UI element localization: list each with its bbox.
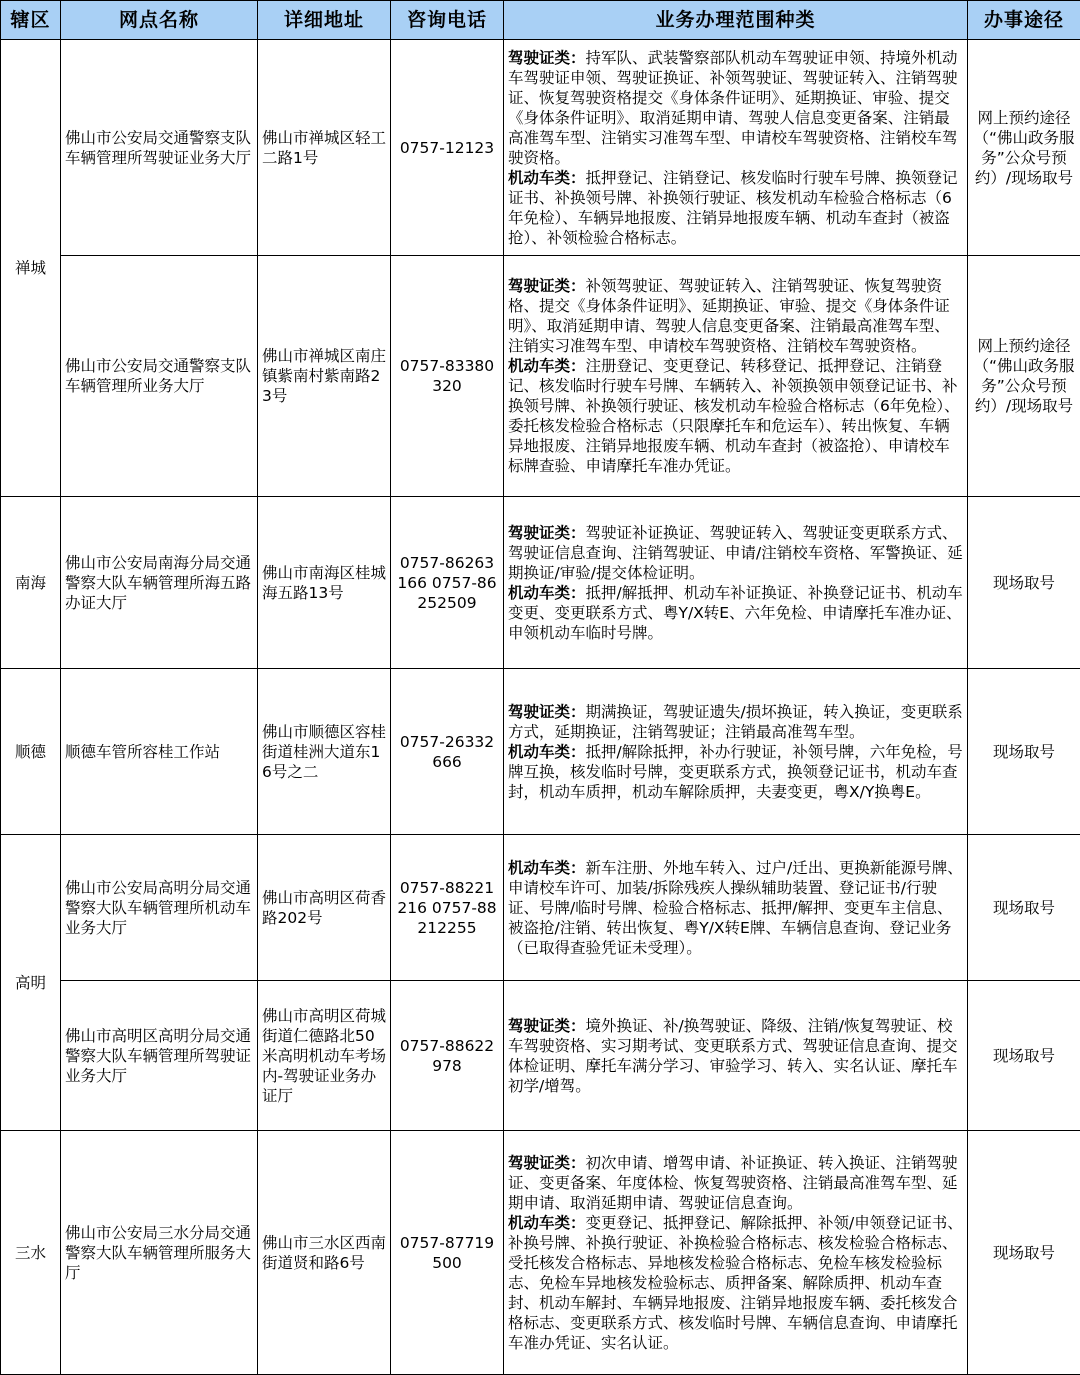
scope-text: 注册登记、变更登记、转移登记、抵押登记、注销登记、核发临时行驶车号牌、车辆转入、补领换领申领登记证书、补换领号牌、补换领行驶证、核发机动车检验合格标志（6年免检）、委托核发检验合格标志（只限摩托车和危运车）、转出恢复、车辆异地报废、注销异地报废车辆、机动车查封（被盗抢）、申请校车标牌查验、申请摩托车准办凭证。 <box>508 357 960 475</box>
scope-section <box>508 523 963 583</box>
scope-label: 驾驶证类： <box>508 523 586 542</box>
outlet-method: 现场取号 <box>968 497 1080 669</box>
outlet-phone: 0757-12123 <box>391 40 504 256</box>
scope-text: 初次申请、增驾申请、补证换证、转入换证、注销驾驶证、变更备案、年度体检、恢复驾驶资格、注销最高准驾车型、延期申请、取消延期申请、驾驶证信息查询。 <box>508 1153 958 1212</box>
table-row <box>1 669 1080 835</box>
outlet-name: 佛山市公安局交通警察支队车辆管理所业务大厅 <box>61 256 258 497</box>
outlet-scope <box>504 40 968 256</box>
outlet-method: 现场取号 <box>968 981 1080 1131</box>
scope-text: 抵押/解除抵押，补办行驶证，补领号牌，六年免检，号牌互换，核发临时号牌，变更联系方式，换领登记证书，机动车查封，机动车质押，机动车解除质押，夫妻变更，粤X/Y换粤E。 <box>508 742 963 801</box>
outlet-address: 佛山市三水区西南街道贤和路6号 <box>258 1131 391 1375</box>
header-name: 网点名称 <box>61 1 258 40</box>
outlet-phone: 0757-88622978 <box>391 981 504 1131</box>
table-row <box>1 981 1080 1131</box>
header-method: 办事途径 <box>968 1 1080 40</box>
region-cell: 禅城 <box>1 40 61 497</box>
scope-label: 驾驶证类： <box>508 1153 586 1172</box>
table-row <box>1 497 1080 669</box>
scope-text: 期满换证，驾驶证遗失/损坏换证，转入换证，变更联系方式，延期换证，注销驾驶证；注销最高准驾车型。 <box>508 702 963 741</box>
outlet-address: 佛山市禅城区南庄镇紫南村紫南路23号 <box>258 256 391 497</box>
header-row <box>1 1 1080 40</box>
outlet-scope <box>504 256 968 497</box>
scope-label: 机动车类： <box>508 583 586 602</box>
outlet-phone: 0757-86263166 0757-86252509 <box>391 497 504 669</box>
outlet-name: 佛山市公安局南海分局交通警察大队车辆管理所海五路办证大厅 <box>61 497 258 669</box>
table-row <box>1 835 1080 981</box>
table-row <box>1 1131 1080 1375</box>
header-phone: 咨询电话 <box>391 1 504 40</box>
scope-section <box>508 702 963 742</box>
outlet-name: 佛山市公安局高明分局交通警察大队车辆管理所机动车业务大厅 <box>61 835 258 981</box>
region-cell: 顺德 <box>1 669 61 835</box>
outlet-method: 现场取号 <box>968 669 1080 835</box>
scope-label: 驾驶证类： <box>508 702 586 721</box>
scope-label: 驾驶证类： <box>508 277 586 295</box>
scope-text: 补领驾驶证、驾驶证转入、注销驾驶证、恢复驾驶资格、提交《身体条件证明》、延期换证、审验、提交《身体条件证明》、取消延期申请、驾驶人信息变更备案、注销最高准驾车型、注销实习准驾车型、申请校车驾驶资格、注销校车驾驶资格。 <box>508 277 950 355</box>
table-row <box>1 40 1080 256</box>
scope-text: 变更登记、抵押登记、解除抵押、补领/申领登记证书、补换号牌、补换行驶证、补换检验合格标志、核发检验合格标志、受托核发合格标志、异地核发检验合格标志、免检车核发检验标志、免检车异地核发检验标志、质押备案、解除质押、机动车查封、机动车解封、车辆异地报废、注销异地报废车辆、委托核发合格标志、变更联系方式、核发临时号牌、车辆信息查询、申请摩托车准办凭证、实名认证。 <box>508 1213 963 1352</box>
outlet-scope <box>504 981 968 1131</box>
outlet-address: 佛山市高明区荷香路202号 <box>258 835 391 981</box>
scope-section <box>508 356 963 476</box>
outlet-address: 佛山市高明区荷城街道仁德路北50米高明机动车考场内-驾驶证业务办证厅 <box>258 981 391 1131</box>
outlet-method: 网上预约途径（“佛山政务服务”公众号预约）/现场取号 <box>968 40 1080 256</box>
header-address: 详细地址 <box>258 1 391 40</box>
scope-section <box>508 168 963 248</box>
scope-label: 驾驶证类： <box>508 48 586 67</box>
region-cell: 三水 <box>1 1131 61 1375</box>
outlet-scope <box>504 835 968 981</box>
region-cell: 高明 <box>1 835 61 1131</box>
outlet-address: 佛山市禅城区轻工二路1号 <box>258 40 391 256</box>
scope-text: 抵押/解抵押、机动车补证换证、补换登记证书、机动车变更、变更联系方式、粤Y/X转E、六年免检、申请摩托车准办证、申领机动车临时号牌。 <box>508 583 963 642</box>
outlet-name: 佛山市高明区高明分局交通警察大队车辆管理所驾驶证业务大厅 <box>61 981 258 1131</box>
outlet-name: 佛山市公安局交通警察支队车辆管理所驾驶证业务大厅 <box>61 40 258 256</box>
scope-text: 持军队、武装警察部队机动车驾驶证申领、持境外机动车驾驶证申领、驾驶证换证、补领驾驶证、驾驶证转入、注销驾驶证、恢复驾驶资格提交《身体条件证明》、延期换证、审验、提交《身体条件证明》、取消延期申请、驾驶人信息变更备案、注销最高准驾车型、注销实习准驾车型、申请校车驾驶资格、注销校车驾驶资格。 <box>508 48 958 167</box>
outlet-address: 佛山市南海区桂城海五路13号 <box>258 497 391 669</box>
scope-label: 机动车类： <box>508 168 586 187</box>
outlet-phone: 0757-26332666 <box>391 669 504 835</box>
scope-label: 机动车类： <box>508 1213 586 1232</box>
outlet-name: 佛山市公安局三水分局交通警察大队车辆管理所服务大厅 <box>61 1131 258 1375</box>
outlet-phone: 0757-87719500 <box>391 1131 504 1375</box>
scope-text: 新车注册、外地车转入、过户/迁出、更换新能源号牌、申请校车许可、加装/拆除残疾人操纵辅助装置、登记证书/行驶证、号牌/临时号牌、检验合格标志、抵押/解押、变更车主信息、被盗抢/注销、转出恢复、粤Y/X转E牌、车辆信息查询、登记业务（已取得查验凭证未受理）。 <box>508 858 963 957</box>
scope-section <box>508 276 963 356</box>
header-region: 辖区 <box>1 1 61 40</box>
scope-text: 抵押登记、注销登记、核发临时行驶车号牌、换领登记证书、补换领号牌、补换领行驶证、核发机动车检验合格标志（6年免检）、车辆异地报废、注销异地报废车辆、机动车查封（被盗抢）、补领检验合格标志。 <box>508 168 958 247</box>
outlet-phone: 0757-88221216 0757-88212255 <box>391 835 504 981</box>
header-scope: 业务办理范围种类 <box>504 1 968 40</box>
scope-text: 境外换证、补/换驾驶证、降级、注销/恢复驾驶证、校车驾驶资格、实习期考试、变更联系方式、驾驶证信息查询、提交体检证明、摩托车满分学习、审验学习、转入、实名认证、摩托车初学/增驾。 <box>508 1016 958 1095</box>
scope-text: 驾驶证补证换证、驾驶证转入、驾驶证变更联系方式、驾驶证信息查询、注销驾驶证、申请/注销校车资格、军警换证、延期换证/审验/提交体检证明。 <box>508 523 963 582</box>
outlet-phone: 0757-83380320 <box>391 256 504 497</box>
scope-label: 驾驶证类： <box>508 1016 586 1035</box>
outlet-name: 顺德车管所容桂工作站 <box>61 669 258 835</box>
region-cell: 南海 <box>1 497 61 669</box>
scope-section <box>508 742 963 802</box>
scope-section <box>508 48 963 168</box>
scope-section <box>508 583 963 643</box>
outlet-method: 现场取号 <box>968 835 1080 981</box>
scope-section <box>508 1213 963 1353</box>
scope-section <box>508 858 963 958</box>
outlet-method: 现场取号 <box>968 1131 1080 1375</box>
outlet-method: 网上预约途径（“佛山政务服务”公众号预约）/现场取号 <box>968 256 1080 497</box>
outlet-address: 佛山市顺德区容桂街道桂洲大道东16号之二 <box>258 669 391 835</box>
scope-label: 机动车类： <box>508 742 586 761</box>
outlet-scope <box>504 1131 968 1375</box>
scope-label: 机动车类： <box>508 357 586 375</box>
scope-section <box>508 1016 963 1096</box>
table-row <box>1 256 1080 497</box>
scope-section <box>508 1153 963 1213</box>
scope-label: 机动车类： <box>508 858 586 877</box>
outlet-scope <box>504 497 968 669</box>
outlet-scope <box>504 669 968 835</box>
